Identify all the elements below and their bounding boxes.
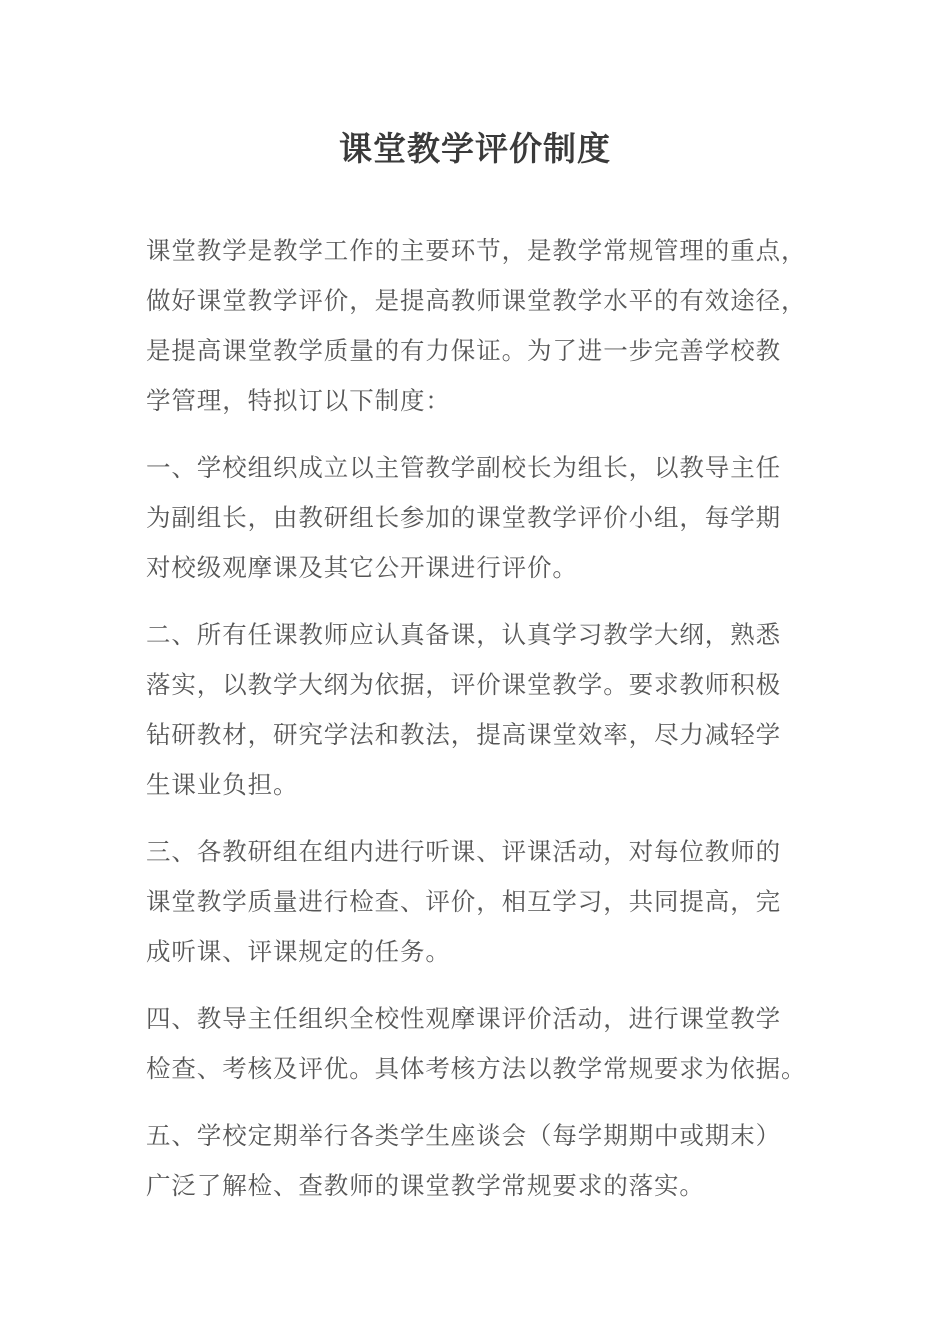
text-line: 落实，以教学大纲为依据，评价课堂教学。要求教师积极 [146,670,781,699]
text-line: 五、学校定期举行各类学生座谈会（每学期期中或期末） [146,1121,781,1150]
document-title: 课堂教学评价制度 [339,129,611,168]
paragraph-item-1 [146,443,808,593]
paragraph-intro [146,226,808,426]
paragraph-item-2 [146,610,808,810]
paragraph-item-4 [146,994,808,1094]
text-line: 广泛了解检、查教师的课堂教学常规要求的落实。 [146,1171,705,1200]
text-line: 生课业负担。 [146,770,299,799]
text-line: 做好课堂教学评价，是提高教师课堂教学水平的有效途径， [146,286,807,315]
text-line: 课堂教学质量进行检查、评价，相互学习，共同提高，完 [146,887,781,916]
text-line: 检查、考核及评优。具体考核方法以教学常规要求为依据。 [146,1054,807,1083]
document-body [146,226,808,1228]
paragraph-item-3 [146,827,808,977]
text-line: 二、所有任课教师应认真备课，认真学习教学大纲，熟悉 [146,620,781,649]
text-line: 四、教导主任组织全校性观摩课评价活动，进行课堂教学 [146,1004,781,1033]
text-line: 学管理，特拟订以下制度： [146,386,451,415]
text-line: 三、各教研组在组内进行听课、评课活动，对每位教师的 [146,837,781,866]
text-line: 课堂教学是教学工作的主要环节，是教学常规管理的重点， [146,236,807,265]
text-line: 为副组长，由教研组长参加的课堂教学评价小组，每学期 [146,503,781,532]
text-line: 一、学校组织成立以主管教学副校长为组长，以教导主任 [146,453,781,482]
text-line: 对校级观摩课及其它公开课进行评价。 [146,553,578,582]
text-line: 钻研教材，研究学法和教法，提高课堂效率，尽力减轻学 [146,720,781,749]
paragraph-item-5 [146,1111,808,1211]
text-line: 成听课、评课规定的任务。 [146,937,451,966]
text-line: 是提高课堂教学质量的有力保证。为了进一步完善学校教 [146,336,781,365]
